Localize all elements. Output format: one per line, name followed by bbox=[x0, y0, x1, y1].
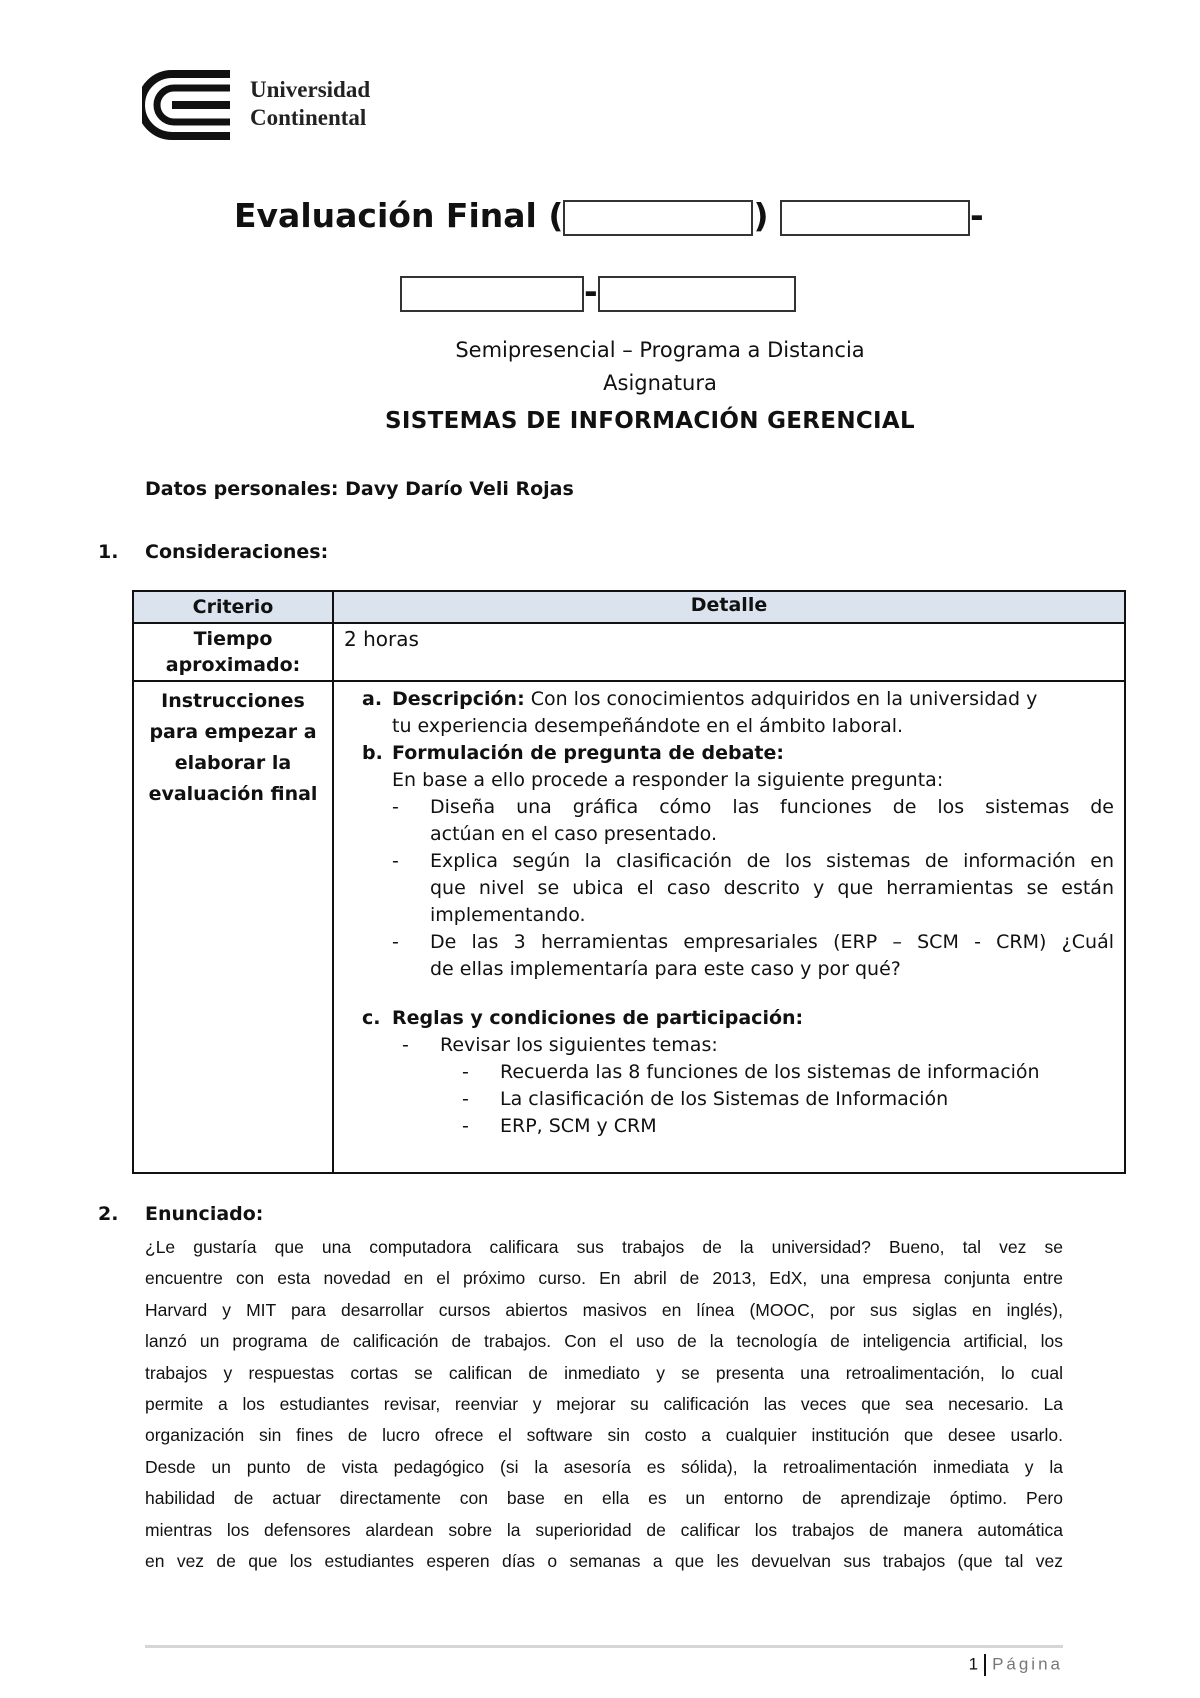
item-b: b. Formulación de pregunta de debate: bbox=[362, 742, 784, 764]
header-detalle: Detalle bbox=[333, 591, 1125, 623]
table-row bbox=[133, 681, 1125, 1173]
university-logo bbox=[142, 70, 402, 142]
c-item: - Recuerda las 8 funciones de los sistemas de información bbox=[462, 1061, 1040, 1083]
title-text: Evaluación Final bbox=[234, 196, 537, 235]
personal-data: Datos personales: Davy Darío Veli Rojas bbox=[145, 478, 574, 500]
section-1-heading: 1. Consideraciones: bbox=[98, 541, 329, 563]
section-2-heading: 2. Enunciado: bbox=[98, 1203, 264, 1225]
subject-title: SISTEMAS DE INFORMACIÓN GERENCIAL bbox=[385, 408, 915, 434]
b-item: - Diseña una gráfica cómo las funciones de los sistemas de actúan en el caso presentado. bbox=[392, 796, 1114, 845]
detalle-cell: 2 horas bbox=[333, 623, 1125, 681]
page-footer bbox=[969, 1654, 1063, 1676]
title-row-2: - bbox=[400, 272, 796, 312]
c-item: - La clasificación de los Sistemas de Información bbox=[462, 1088, 949, 1110]
statement-paragraph: ¿Le gustaría que una computadora calificara sus trabajos de la universidad? Bueno, tal vez se encuentre con esta novedad en el próximo curso. En abril de 2013, EdX, una empresa conjunta entre Harvard y MIT para desarrollar cursos abiertos masivos en línea (MOOC, por sus siglas en inglés), lanzó un programa de calificación de trabajos. Con el uso de la tecnología de inteligencia artificial, los trabajos y respuestas cortas se califican de inmediato y se presenta una retroalimentación, lo cual permite a los estudiantes revisar, reenviar y mejorar su calificación las veces que sea necesario. La organización sin fines de lucro ofrece el software sin costo a cualquier institución que desee usarlo. Desde un punto de vista pedagógico (si la asesoría es sólida), la retroalimentación inmediata y la habilidad de actuar directamente con base en ella es un entorno de aprendizaje óptimo. Pero mientras los defensores alardean sobre la superioridad de calificar los trabajos de manera automática en vez de que los estudiantes esperen días o semanas a que les devuelvan sus trabajos (que tal vez bbox=[145, 1237, 1063, 1571]
c-item: - ERP, SCM y CRM bbox=[462, 1115, 657, 1137]
logo-line-2: Continental bbox=[250, 105, 367, 130]
criterio-cell: Instrucciones para empezar a elaborar la evaluación final bbox=[133, 681, 333, 1173]
title-blank-2[interactable] bbox=[780, 200, 970, 236]
instructions-cell: a. Descripción: Con los conocimientos adquiridos en la universidad y tu experiencia desempeñándote en el ámbito laboral. b. Formulación de pregunta de debate: En base a ello procede a responder la siguiente pregunta: - Diseña una gráfica cómo las funciones de los sistemas de actúan en el caso presentado. - Explica según la clasificación de los sistemas de información en que nivel se ubica el caso descrito y que herramientas se están implementando. - De las 3 herramientas empresariales (ERP – SCM - CRM) ¿Cuál de ellas implementaría para este caso y por qué? c. Reglas y condiciones de participación: - Revisar los siguientes temas: - Recuerda las 8 funciones de los sistemas de información - La clasificación de los Sistemas de Información - ERP, SCM y CRM bbox=[333, 681, 1125, 1173]
header-criterio: Criterio bbox=[133, 591, 333, 623]
footer-divider bbox=[145, 1645, 1063, 1648]
logo-line-1: Universidad bbox=[250, 77, 371, 102]
table-header-row bbox=[133, 591, 1125, 623]
table-row bbox=[133, 623, 1125, 681]
title-blank-1[interactable] bbox=[563, 200, 753, 236]
item-a: a. Descripción: Con los conocimientos adquiridos en la universidad y bbox=[362, 688, 1038, 710]
criterio-cell: Tiempo aproximado: bbox=[133, 623, 333, 681]
title-blank-3[interactable] bbox=[400, 276, 584, 312]
title-blank-4[interactable] bbox=[598, 276, 796, 312]
item-c: c. Reglas y condiciones de participación: bbox=[362, 1007, 804, 1029]
page-number: 1 bbox=[968, 1654, 979, 1674]
page-label: Página bbox=[992, 1654, 1063, 1674]
b-item: - De las 3 herramientas empresariales (ERP – SCM - CRM) ¿Cuál de ellas implementaría para este caso y por qué? bbox=[392, 931, 1114, 980]
page-title: Evaluación Final ( ) - bbox=[234, 196, 984, 235]
b-item: - Explica según la clasificación de los sistemas de información en que nivel se ubica el caso descrito y que herramientas se están implementando. bbox=[392, 850, 1114, 926]
subject-label: Asignatura bbox=[603, 371, 717, 395]
logo-mark-icon bbox=[142, 70, 234, 140]
considerations-table bbox=[132, 590, 1126, 1174]
modality: Semipresencial – Programa a Distancia bbox=[455, 338, 865, 362]
